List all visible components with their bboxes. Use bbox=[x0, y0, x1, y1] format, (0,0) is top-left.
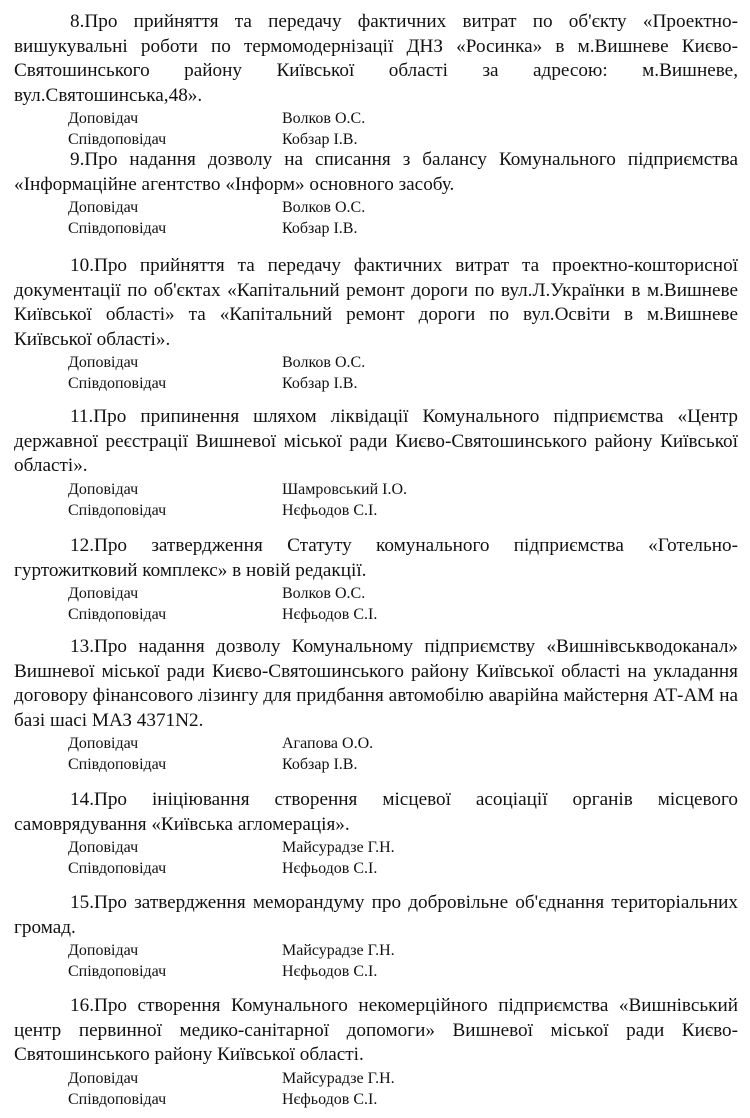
cospeaker-label: Співдоповідач bbox=[68, 606, 167, 623]
speaker-row bbox=[14, 197, 738, 218]
speaker-label: Доповідач bbox=[68, 585, 139, 602]
cospeaker-name: Кобзар І.В. bbox=[282, 131, 358, 148]
agenda-item-11 bbox=[14, 405, 738, 521]
cospeaker-row bbox=[14, 858, 738, 879]
speaker-label: Доповідач bbox=[68, 354, 139, 371]
speaker-label: Доповідач bbox=[68, 480, 139, 498]
speaker-label: Доповідач bbox=[68, 942, 139, 959]
speaker-name: Майсурадзе Г.Н. bbox=[282, 1069, 395, 1087]
agenda-item-text: 16.Про створення Комунального некомерційного підприємства «Вишнівський центр первинної медико-санітарної допомоги» Вишневої міської ради Києво-Святошинського району Київської області. bbox=[14, 995, 738, 1065]
speaker-name: Волков О.С. bbox=[282, 354, 366, 371]
agenda-item-10 bbox=[14, 254, 738, 394]
cospeaker-row bbox=[14, 1089, 738, 1110]
agenda-item-8 bbox=[14, 10, 738, 150]
speaker-row bbox=[14, 837, 738, 858]
agenda-item-15 bbox=[14, 891, 738, 982]
cospeaker-row bbox=[14, 604, 738, 625]
cospeaker-label: Співдоповідач bbox=[68, 963, 167, 980]
cospeaker-name: Кобзар І.В. bbox=[282, 220, 358, 237]
cospeaker-label: Співдоповідач bbox=[68, 1090, 167, 1108]
agenda-item-12 bbox=[14, 534, 738, 625]
speaker-label: Доповідач bbox=[68, 1069, 139, 1087]
cospeaker-name: Нєфьодов С.І. bbox=[282, 606, 378, 623]
speaker-row bbox=[14, 479, 738, 500]
speaker-name: Шамровський І.О. bbox=[282, 480, 408, 498]
cospeaker-row bbox=[14, 218, 738, 239]
cospeaker-name: Нєфьодов С.І. bbox=[282, 501, 378, 519]
speaker-name: Агапова О.О. bbox=[282, 735, 374, 752]
agenda-item-text: 12.Про затвердження Статуту комунального підприємства «Готельно-гуртожитковий комплекс» в новій редакції. bbox=[14, 535, 738, 581]
agenda-item-text: 8.Про прийняття та передачу фактичних витрат по об'єкту «Проектно-вишукувальні роботи по термомодернізації ДНЗ «Росинка» в м.Вишневе Києво-Святошинського району Київської області за адресою: м.Вишневе, вул.Святошинська,48». bbox=[14, 11, 738, 106]
cospeaker-row bbox=[14, 373, 738, 394]
speaker-label: Доповідач bbox=[68, 735, 139, 752]
cospeaker-name: Кобзар І.В. bbox=[282, 756, 358, 773]
cospeaker-row bbox=[14, 961, 738, 982]
cospeaker-label: Співдоповідач bbox=[68, 375, 167, 392]
speaker-row bbox=[14, 733, 738, 754]
agenda-item-text: 9.Про надання дозволу на списання з балансу Комунального підприємства «Інформаційне агентство «Інформ» основного засобу. bbox=[14, 149, 738, 195]
speaker-name: Волков О.С. bbox=[282, 585, 366, 602]
agenda-item-text: 13.Про надання дозволу Комунальному підприємству «Вишнівськводоканал» Вишневої міської ради Києво-Святошинського району Київської області на укладання договору фінансового лізингу для придбання автомобілю аварійна майстерня АТ-АМ на базі шасі МАЗ 4371N2. bbox=[14, 636, 738, 731]
speaker-name: Волков О.С. bbox=[282, 199, 366, 216]
agenda-item-9 bbox=[14, 148, 738, 239]
agenda-item-text: 15.Про затвердження меморандуму про добровільне об'єднання територіальних громад. bbox=[14, 892, 738, 938]
cospeaker-label: Співдоповідач bbox=[68, 131, 167, 148]
speaker-row bbox=[14, 583, 738, 604]
cospeaker-label: Співдоповідач bbox=[68, 756, 167, 773]
speaker-label: Доповідач bbox=[68, 110, 139, 127]
speaker-name: Волков О.С. bbox=[282, 110, 366, 127]
speaker-label: Доповідач bbox=[68, 199, 139, 216]
speaker-label: Доповідач bbox=[68, 839, 139, 856]
cospeaker-label: Співдоповідач bbox=[68, 501, 167, 519]
cospeaker-row bbox=[14, 754, 738, 775]
cospeaker-name: Нєфьодов С.І. bbox=[282, 860, 378, 877]
agenda-item-text: 10.Про прийняття та передачу фактичних витрат та проектно-кошторисної документації по об'єктах «Капітальний ремонт дороги по вул.Л.Українки в м.Вишневе Київської області» та «Капітальний ремонт дороги по вул.Освіти в м.Вишневе Київської області». bbox=[14, 255, 738, 350]
cospeaker-name: Кобзар І.В. bbox=[282, 375, 358, 392]
cospeaker-label: Співдоповідач bbox=[68, 220, 167, 237]
speaker-row bbox=[14, 1068, 738, 1089]
speaker-name: Майсурадзе Г.Н. bbox=[282, 839, 395, 856]
cospeaker-name: Нєфьодов С.І. bbox=[282, 963, 378, 980]
cospeaker-label: Співдоповідач bbox=[68, 860, 167, 877]
agenda-item-13 bbox=[14, 635, 738, 775]
speaker-row bbox=[14, 108, 738, 129]
agenda-item-text: 11.Про припинення шляхом ліквідації Комунального підприємства «Центр державної реєстрації Вишневої міської ради Києво-Святошинського району Київської області». bbox=[14, 406, 738, 476]
cospeaker-row bbox=[14, 129, 738, 150]
speaker-row bbox=[14, 940, 738, 961]
cospeaker-name: Нєфьодов С.І. bbox=[282, 1090, 378, 1108]
agenda-item-14 bbox=[14, 788, 738, 879]
speaker-row bbox=[14, 352, 738, 373]
agenda-item-16 bbox=[14, 994, 738, 1110]
agenda-item-text: 14.Про ініціювання створення місцевої асоціації органів місцевого самоврядування «Київська агломерація». bbox=[14, 789, 738, 835]
cospeaker-row bbox=[14, 500, 738, 521]
speaker-name: Майсурадзе Г.Н. bbox=[282, 942, 395, 959]
